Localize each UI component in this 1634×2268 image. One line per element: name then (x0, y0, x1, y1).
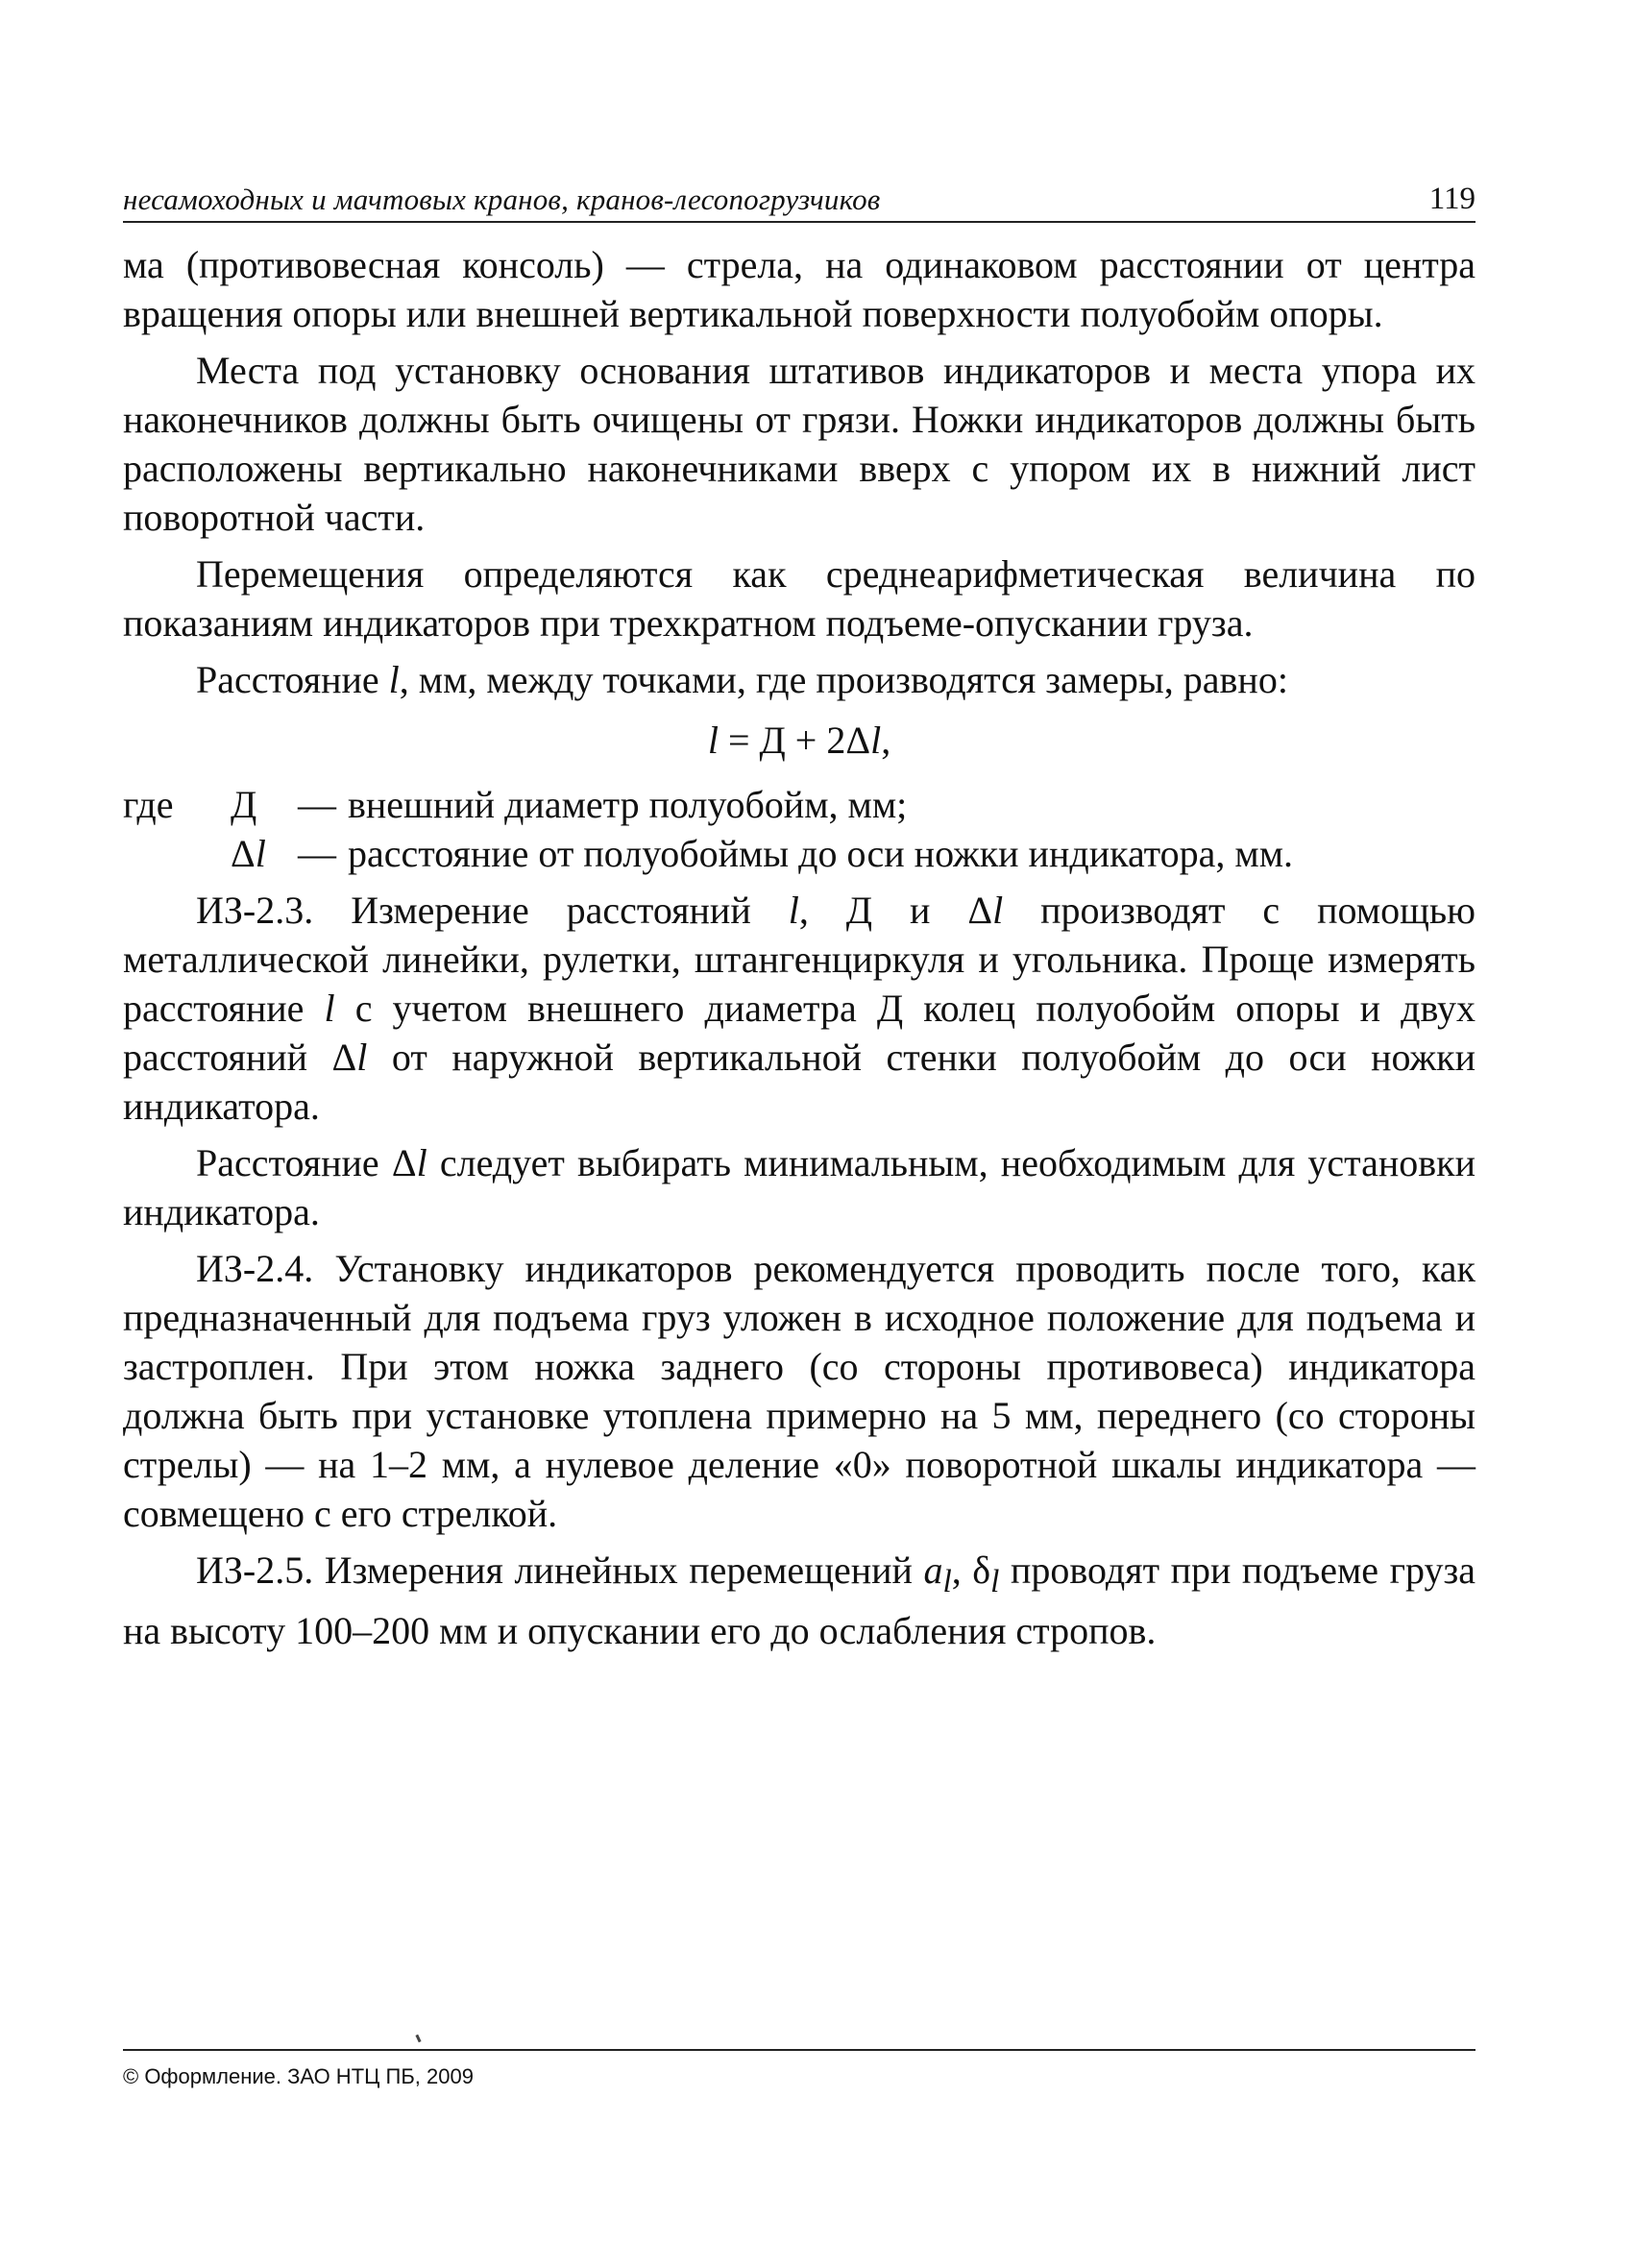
formula-var: l (870, 719, 882, 762)
text-run: ИЗ-2.3. Измерение расстояний (196, 889, 789, 932)
variable-l: l (788, 889, 799, 932)
formula-lhs: l (707, 719, 719, 762)
formula-end: , (881, 719, 891, 762)
page-footer (123, 2049, 1475, 2089)
body-text (123, 240, 1475, 1655)
paragraph-continuation: ма (противовесная консоль) — стрела, на одинаковом расстоянии от центра вращения опоры или внешней вертикальной поверхности полуобойм опоры. (123, 243, 1475, 335)
legend-dash: — (298, 832, 336, 875)
text-run: проводят при подъеме груза на высоту 100–200 мм и опускании его до ослабления стропов. (123, 1549, 1475, 1652)
section-iz-2-4: ИЗ-2.4. Установку индикаторов рекомендуется проводить после того, как предназначенный для подъема груз уложен в исходное положение для подъема и застроплен. При этом ножка заднего (со стороны противовеса) индикатора должна быть при установке утоплена примерно на 5 мм, переднего (со стороны стрелы) — на 1–2 мм, а нулевое деление «0» поворотной шкалы индикатора — совмещено с его стрелкой. (123, 1247, 1475, 1535)
variable-l: l (992, 889, 1004, 932)
variable-l: l (356, 1036, 368, 1079)
legend-symbol-text: Δ (231, 832, 256, 875)
legend-symbol-text: Д (231, 783, 257, 826)
variable-l: l (324, 987, 335, 1030)
copyright-text: © Оформление. ЗАО НТЦ ПБ, 2009 (123, 2064, 474, 2088)
text-run: , Д и Δ (798, 889, 993, 932)
legend-dash: — (298, 783, 336, 826)
legend-definition: расстояние от полуобоймы до оси ножки индикатора, мм. (348, 832, 1294, 875)
variable-a: a (923, 1549, 943, 1592)
text-run: с учетом внешнего диаметра Д колец полуобойм опоры и двух расстояний Δ (123, 987, 1475, 1079)
text-run: , δ (951, 1549, 991, 1592)
variable-l: l (416, 1141, 427, 1184)
section-iz-2-3 (123, 886, 1475, 1131)
text-run: от наружной вертикальной стенки полуобойм до оси ножки индикатора. (123, 1036, 1476, 1128)
page-number: 119 (1428, 182, 1475, 216)
legend-symbol-var: l (255, 832, 266, 875)
document-page (123, 171, 1475, 2150)
formula (123, 716, 1475, 765)
paragraph-delta-l-choice (123, 1138, 1475, 1236)
formula-rhs: = Д + 2Δ (718, 719, 871, 762)
text-run: , мм, между точками, где производятся замеры, равно: (399, 658, 1288, 701)
text-run: ИЗ-2.5. Измерения линейных перемещений (196, 1549, 924, 1592)
running-title: несамоходных и мачтовых кранов, кранов-лесопогрузчиков (123, 183, 881, 216)
subscript-l: l (942, 1564, 952, 1599)
legend-lead (123, 829, 231, 878)
formula-legend (123, 780, 1475, 878)
running-header (123, 171, 1475, 223)
legend-lead: где (123, 783, 174, 826)
text-run: производят с помощью металлической линейки, рулетки, штангенциркуля и угольника. Проще измерять расстояние (123, 889, 1475, 1030)
legend-definition: внешний диаметр полуобойм, мм; (348, 783, 908, 826)
subscript-l: l (990, 1564, 1000, 1599)
paragraph-distance-intro (123, 655, 1475, 704)
legend-symbol (231, 780, 298, 829)
paragraph-displacement-definition: Перемещения определяются как среднеарифметическая величина по показаниям индикаторов при трехкратном подъеме-опускании груза. (123, 552, 1475, 645)
paragraph-indicator-placement: Места под установку основания штативов индикаторов и места упора их наконечников должны быть очищены от грязи. Ножки индикаторов должны быть расположены вертикально наконечниками вверх с упором их в нижний лист поворотной части. (123, 349, 1475, 539)
section-iz-2-5 (123, 1546, 1475, 1655)
text-run: следует выбирать минимальным, необходимым для установки индикатора. (123, 1141, 1476, 1233)
text-run: Расстояние (196, 658, 389, 701)
legend-symbol (231, 829, 298, 878)
text-run: Расстояние Δ (196, 1141, 417, 1184)
variable-l: l (388, 658, 400, 701)
